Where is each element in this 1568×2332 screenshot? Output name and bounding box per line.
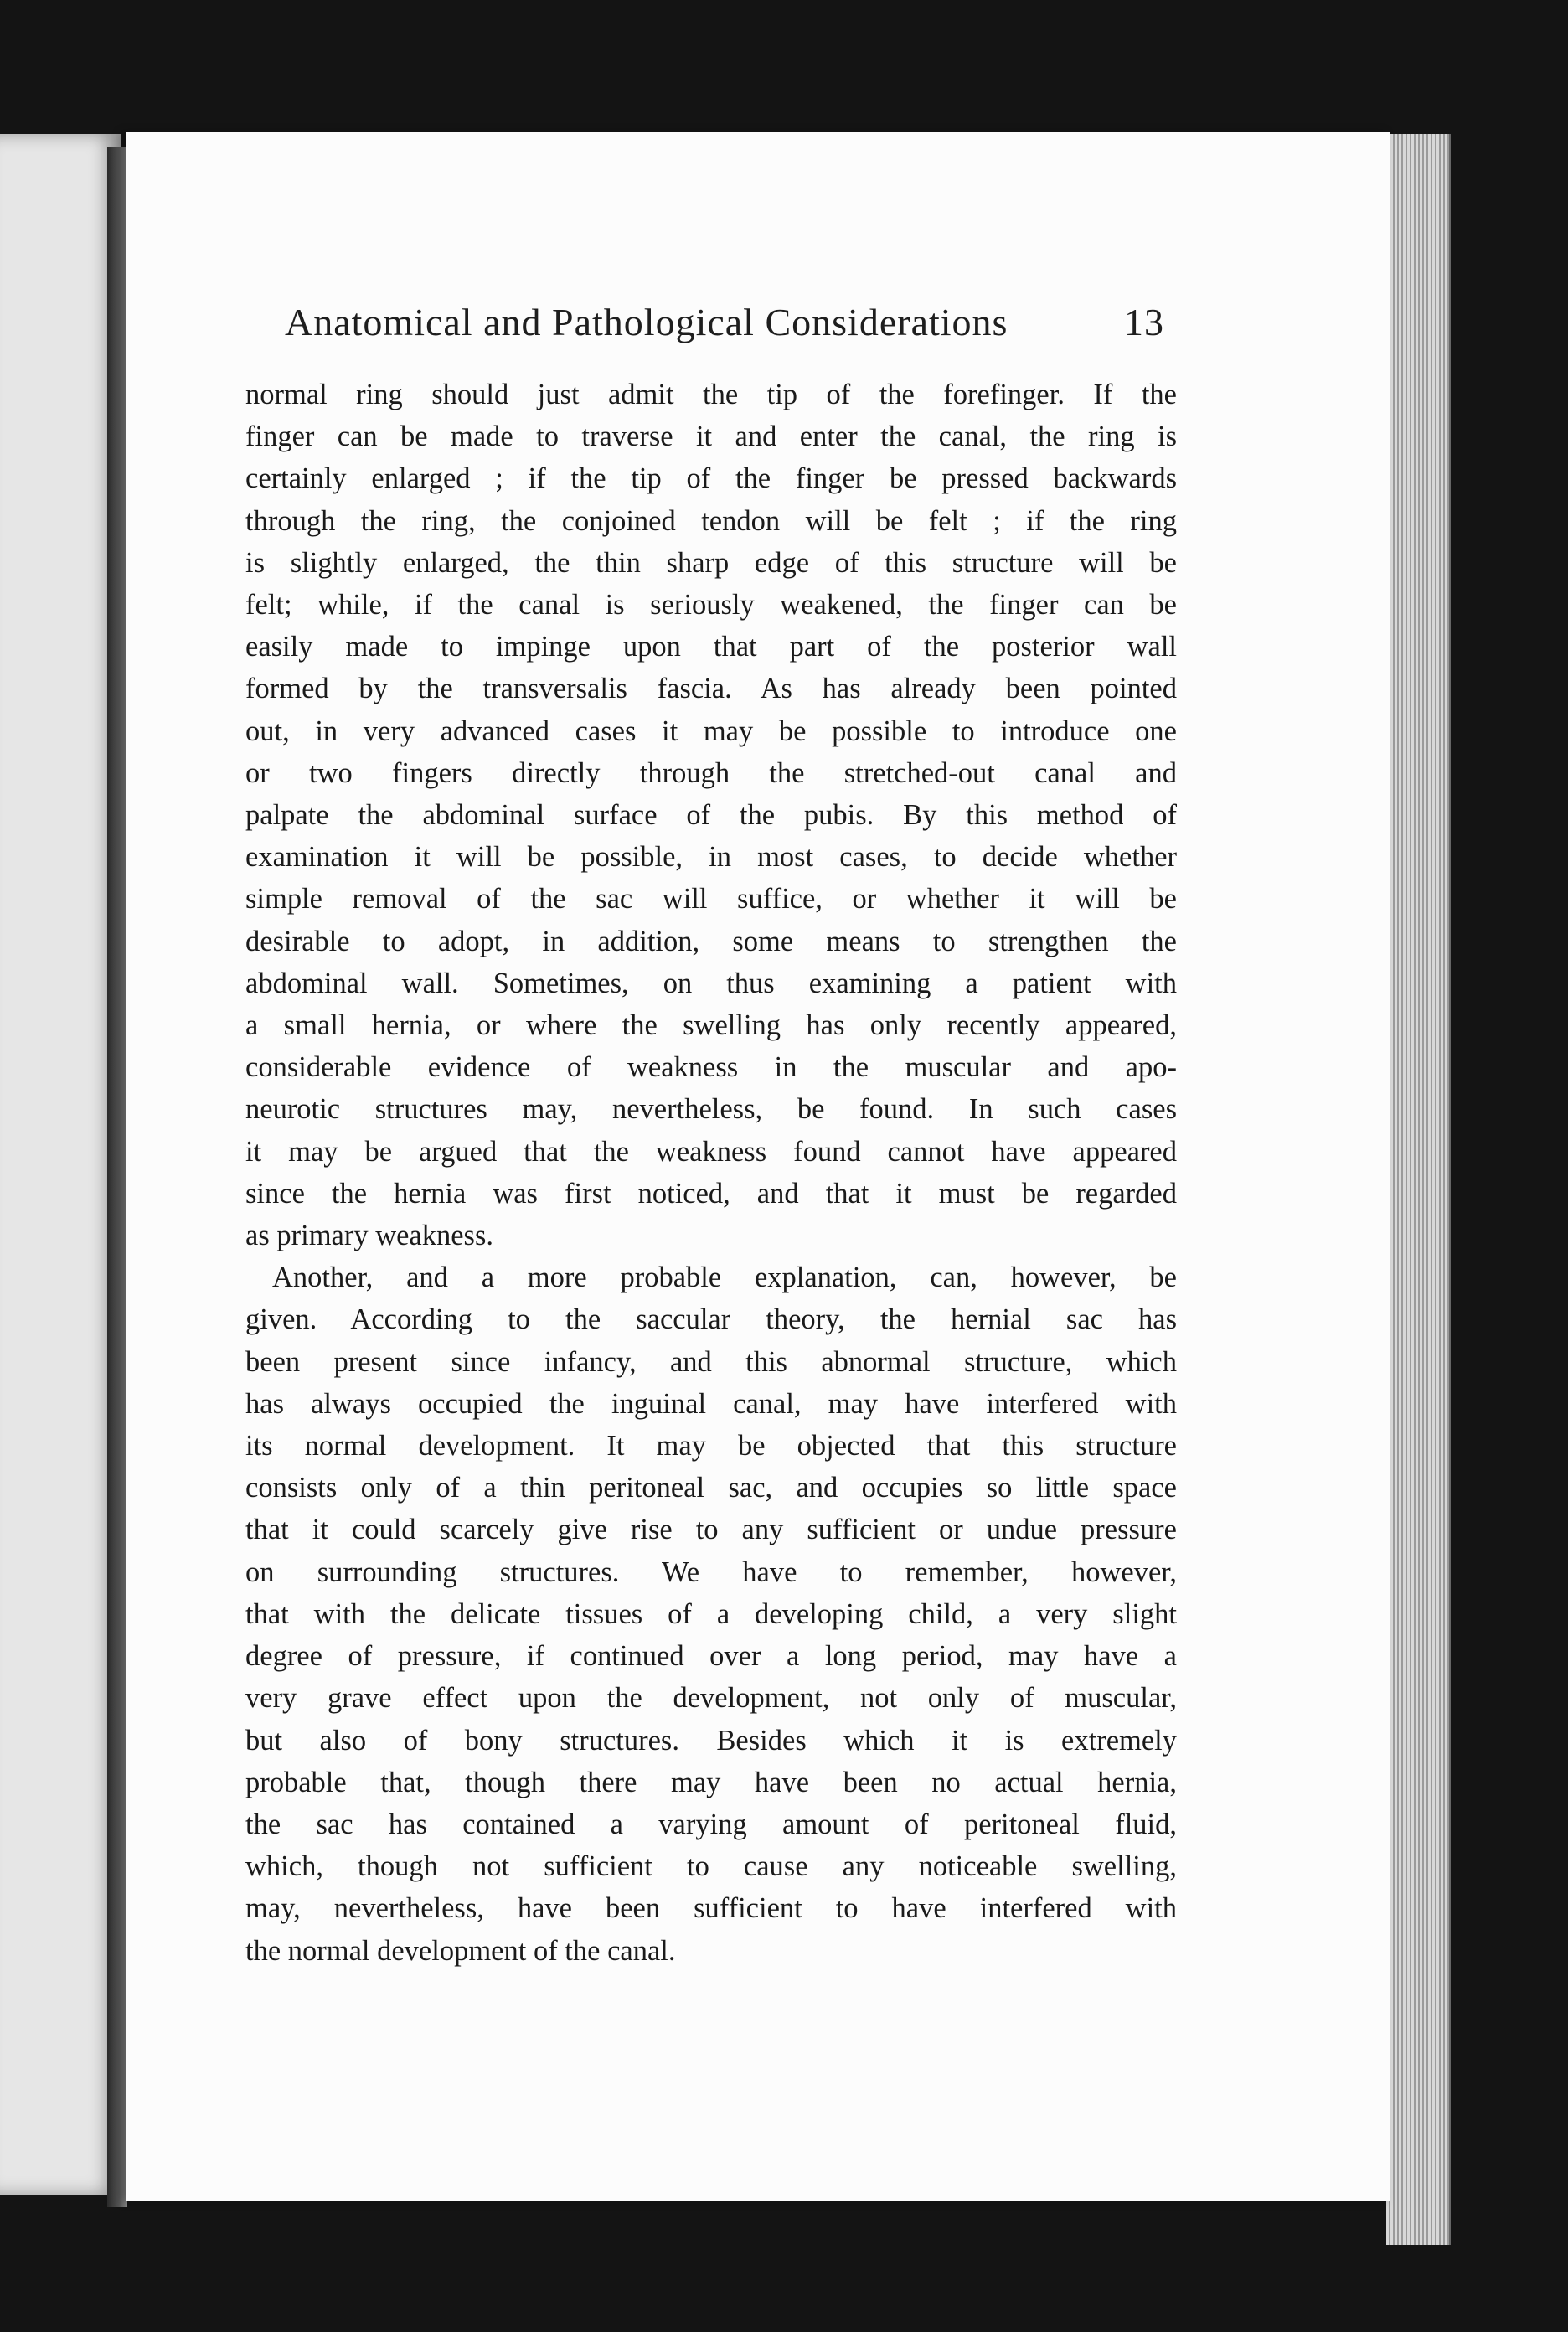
text-line: consists only of a thin peritoneal sac, and occupies so little space bbox=[245, 1472, 1177, 1504]
text-line: is slightly enlarged, the thin sharp edge of this structure will be bbox=[245, 546, 1177, 579]
text-line: since the hernia was first noticed, and that it must be regarded bbox=[245, 1177, 1177, 1210]
text-line: finger can be made to traverse it and enter the canal, the ring is bbox=[245, 420, 1177, 453]
book-page bbox=[126, 132, 1390, 2201]
text-line: been present since infancy, and this abnormal structure, which bbox=[245, 1345, 1177, 1378]
text-line: neurotic structures may, nevertheless, be found. In such cases bbox=[245, 1093, 1177, 1126]
text-line: given. According to the saccular theory, the hernial sac has bbox=[245, 1303, 1177, 1336]
text-line: or two fingers directly through the stretched-out canal and bbox=[245, 756, 1177, 789]
text-line: the normal development of the canal. bbox=[245, 1934, 676, 1967]
text-line: examination it will be possible, in most cases, to decide whether bbox=[245, 841, 1177, 874]
book-gutter bbox=[107, 147, 127, 2207]
text-line: but also of bony structures. Besides which it is extremely bbox=[245, 1724, 1177, 1757]
text-line: probable that, though there may have been no actual hernia, bbox=[245, 1766, 1177, 1798]
text-line: which, though not sufficient to cause any noticeable swelling, bbox=[245, 1850, 1177, 1883]
text-line: its normal development. It may be objected that this structure bbox=[245, 1430, 1177, 1463]
page-number: 13 bbox=[1124, 301, 1164, 343]
text-line: certainly enlarged ; if the tip of the finger be pressed backwards bbox=[245, 462, 1177, 495]
text-line: palpate the abdominal surface of the pubis. By this method of bbox=[245, 799, 1177, 832]
text-line: that with the delicate tissues of a developing child, a very slight bbox=[245, 1597, 1177, 1630]
text-line: normal ring should just admit the tip of the forefinger. If the bbox=[245, 379, 1177, 410]
text-line: has always occupied the inguinal canal, may have interfered with bbox=[245, 1387, 1177, 1420]
text-line: desirable to adopt, in addition, some means to strengthen the bbox=[245, 925, 1177, 957]
running-header bbox=[285, 300, 1164, 344]
text-line: on surrounding structures. We have to remember, however, bbox=[245, 1556, 1177, 1588]
text-line: as primary weakness. bbox=[245, 1220, 494, 1252]
text-line: Another, and a more probable explanation, can, however, be bbox=[272, 1261, 1177, 1294]
body-text bbox=[245, 374, 1177, 1972]
text-line: through the ring, the conjoined tendon will be felt ; if the ring bbox=[245, 504, 1177, 537]
text-line: out, in very advanced cases it may be possible to introduce one bbox=[245, 715, 1177, 747]
text-line: degree of pressure, if continued over a long period, may have a bbox=[245, 1640, 1177, 1673]
text-line: that it could scarcely give rise to any sufficient or undue pressure bbox=[245, 1514, 1177, 1546]
text-line: easily made to impinge upon that part of the posterior wall bbox=[245, 631, 1177, 663]
text-line: abdominal wall. Sometimes, on thus examining a patient with bbox=[245, 967, 1177, 999]
text-line: simple removal of the sac will suffice, or whether it will be bbox=[245, 883, 1177, 916]
text-line: formed by the transversalis fascia. As has already been pointed bbox=[245, 673, 1177, 705]
text-line: may, nevertheless, have been sufficient to have interfered with bbox=[245, 1892, 1177, 1925]
page-stack-edge bbox=[1386, 134, 1451, 2245]
text-line: the sac has contained a varying amount of peritoneal fluid, bbox=[245, 1808, 1177, 1840]
text-line: very grave effect upon the development, not only of muscular, bbox=[245, 1682, 1177, 1715]
text-line: a small hernia, or where the swelling has only recently appeared, bbox=[245, 1009, 1177, 1042]
text-line: it may be argued that the weakness found cannot have appeared bbox=[245, 1135, 1177, 1168]
text-line: considerable evidence of weakness in the muscular and apo- bbox=[245, 1051, 1177, 1084]
running-title: Anatomical and Pathological Considerations bbox=[285, 301, 1008, 343]
facing-page-edge bbox=[0, 134, 121, 2195]
text-line: felt; while, if the canal is seriously weakened, the finger can be bbox=[245, 589, 1177, 622]
